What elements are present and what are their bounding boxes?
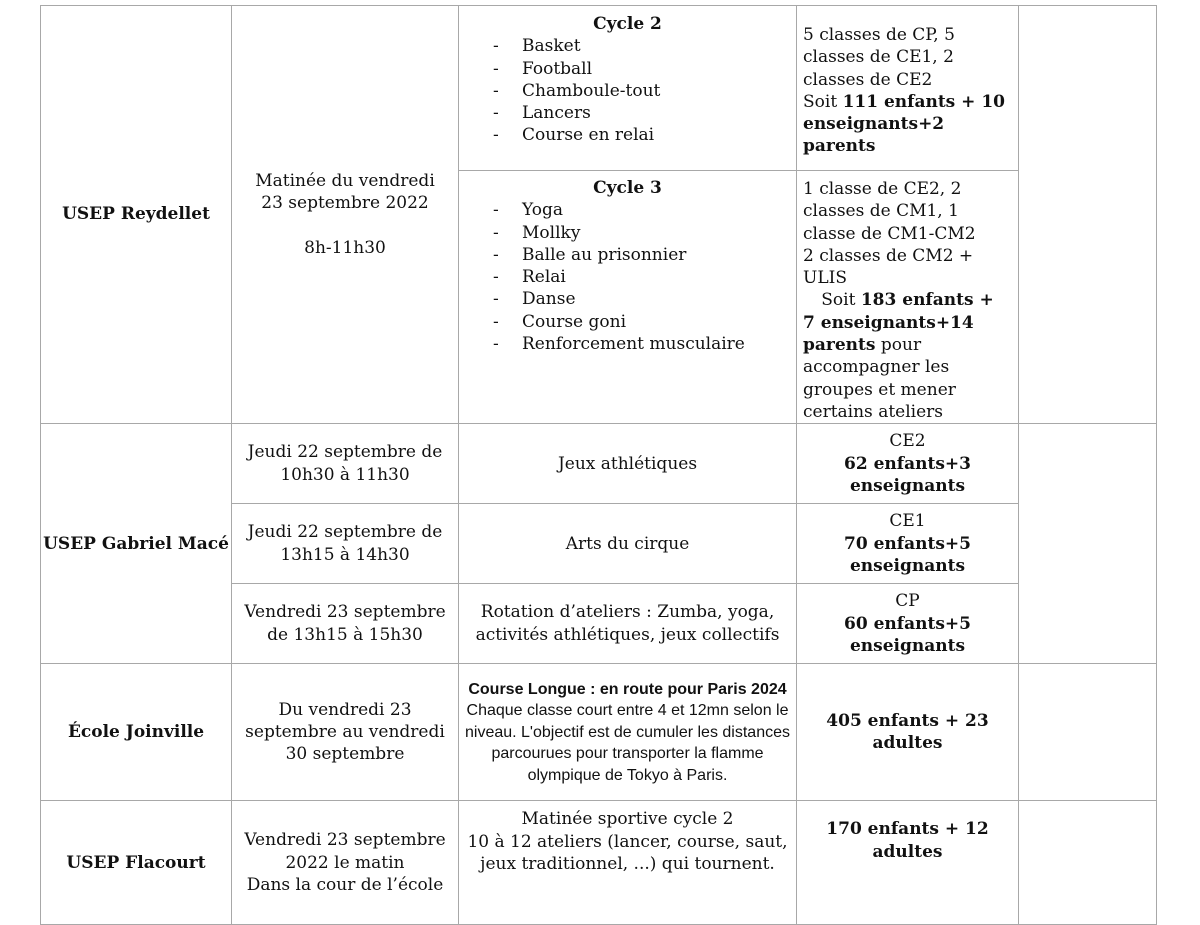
soit-label: Soit <box>821 290 856 311</box>
table-row <box>41 664 1157 801</box>
activity-cell: Arts du cirque <box>459 504 797 584</box>
list-item: - Relai <box>493 266 796 288</box>
date-cell: Jeudi 22 septembre de 13h15 à 14h30 <box>232 504 459 584</box>
date-line: 23 septembre 2022 <box>261 193 429 214</box>
date-cell: Jeudi 22 septembre de 10h30 à 11h30 <box>232 424 459 504</box>
school-name: USEP Gabriel Macé <box>41 424 232 664</box>
participants-cell <box>797 424 1019 504</box>
date-cell <box>232 801 459 925</box>
activity-title: Course Longue : en route pour Paris 2024 <box>468 680 787 698</box>
activity-title: Matinée sportive cycle 2 <box>521 809 734 830</box>
participants-cell <box>797 504 1019 584</box>
date-line: Vendredi 23 septembre 2022 le matin <box>244 830 446 873</box>
activity-description: 10 à 12 ateliers (lancer, course, saut, jeux traditionnel, ...) qui tournent. <box>467 831 788 874</box>
list-item: - Lancers <box>493 102 796 124</box>
time-range: 8h-11h30 <box>304 237 386 258</box>
table-row <box>41 6 1157 171</box>
participants-note: pour accompagner les groupes et mener certains ateliers <box>803 335 956 422</box>
location-line: Dans la cour de l’école <box>246 874 444 895</box>
soit-label: Soit <box>803 91 838 112</box>
participants-cell <box>797 6 1019 171</box>
participants-text: 5 classes de CP, 5 classes de CE1, 2 classes de CE2 <box>803 25 955 90</box>
participants-count: 170 enfants + 12 adultes <box>826 819 989 862</box>
participants-count: 183 enfants + <box>860 290 994 311</box>
activity-list <box>459 199 796 355</box>
cycle-title: Cycle 3 <box>593 178 662 198</box>
class-level: CE1 <box>889 511 926 532</box>
activity-cell: Rotation d’ateliers : Zumba, yoga, activités athlétiques, jeux collectifs <box>459 584 797 664</box>
participants-count: 70 enfants+5 enseignants <box>844 533 971 576</box>
list-item: - Chamboule-tout <box>493 80 796 102</box>
date-cell: Vendredi 23 septembre de 13h15 à 15h30 <box>232 584 459 664</box>
cycle-title: Cycle 2 <box>593 14 662 34</box>
participants-text: 1 classe de CE2, 2 classes de CM1, 1 classe de CM1-CM2 <box>803 179 976 244</box>
participants-count: 111 enfants + 10 enseignants+2 parents <box>803 91 1005 157</box>
activity-cell: Jeux athlétiques <box>459 424 797 504</box>
list-item: - Balle au prisonnier <box>493 244 796 266</box>
activity-list <box>459 35 796 146</box>
date-line: Matinée du vendredi <box>255 171 435 192</box>
class-level: CE2 <box>889 431 926 452</box>
school-name: USEP Flacourt <box>41 801 232 925</box>
participants-detail <box>803 312 1012 423</box>
date-cell: Du vendredi 23 septembre au vendredi 30 septembre <box>232 664 459 801</box>
events-table <box>40 5 1157 925</box>
list-item: - Course en relai <box>493 124 796 146</box>
participants-text: 2 classes de CM2 + ULIS <box>803 245 974 289</box>
list-item: - Yoga <box>493 199 796 221</box>
school-name: USEP Reydellet <box>41 6 232 424</box>
activity-cell <box>459 171 797 424</box>
participants-cell <box>797 584 1019 664</box>
table-row <box>41 801 1157 925</box>
participants-count: 405 enfants + 23 adultes <box>826 710 989 754</box>
participants-cell <box>797 801 1019 925</box>
school-name: École Joinville <box>41 664 232 801</box>
empty-cell <box>1019 801 1157 925</box>
activity-description: Chaque classe court entre 4 et 12mn selon le niveau. L'objectif est de cumuler les distances parcourues pour transporter la flamme olympique de Tokyo à Paris. <box>464 702 790 784</box>
participants-adults: 7 enseignants+14 parents <box>803 312 974 356</box>
participants-count-line <box>803 289 1012 311</box>
list-item: - Basket <box>493 35 796 57</box>
empty-cell <box>1019 6 1157 424</box>
activity-cell <box>459 801 797 925</box>
participants-count: 60 enfants+5 enseignants <box>844 613 971 656</box>
list-item: - Course goni <box>493 311 796 333</box>
list-item: - Football <box>493 58 796 80</box>
class-level: CP <box>895 591 920 612</box>
activity-cell <box>459 664 797 801</box>
participants-cell <box>797 664 1019 801</box>
date-cell <box>232 6 459 424</box>
list-item: - Danse <box>493 288 796 310</box>
table-row <box>41 424 1157 504</box>
activity-cell <box>459 6 797 171</box>
empty-cell <box>1019 424 1157 664</box>
empty-cell <box>1019 664 1157 801</box>
list-item: - Mollky <box>493 222 796 244</box>
participants-cell <box>797 171 1019 424</box>
participants-count: 62 enfants+3 enseignants <box>844 453 971 496</box>
list-item: - Renforcement musculaire <box>493 333 796 355</box>
